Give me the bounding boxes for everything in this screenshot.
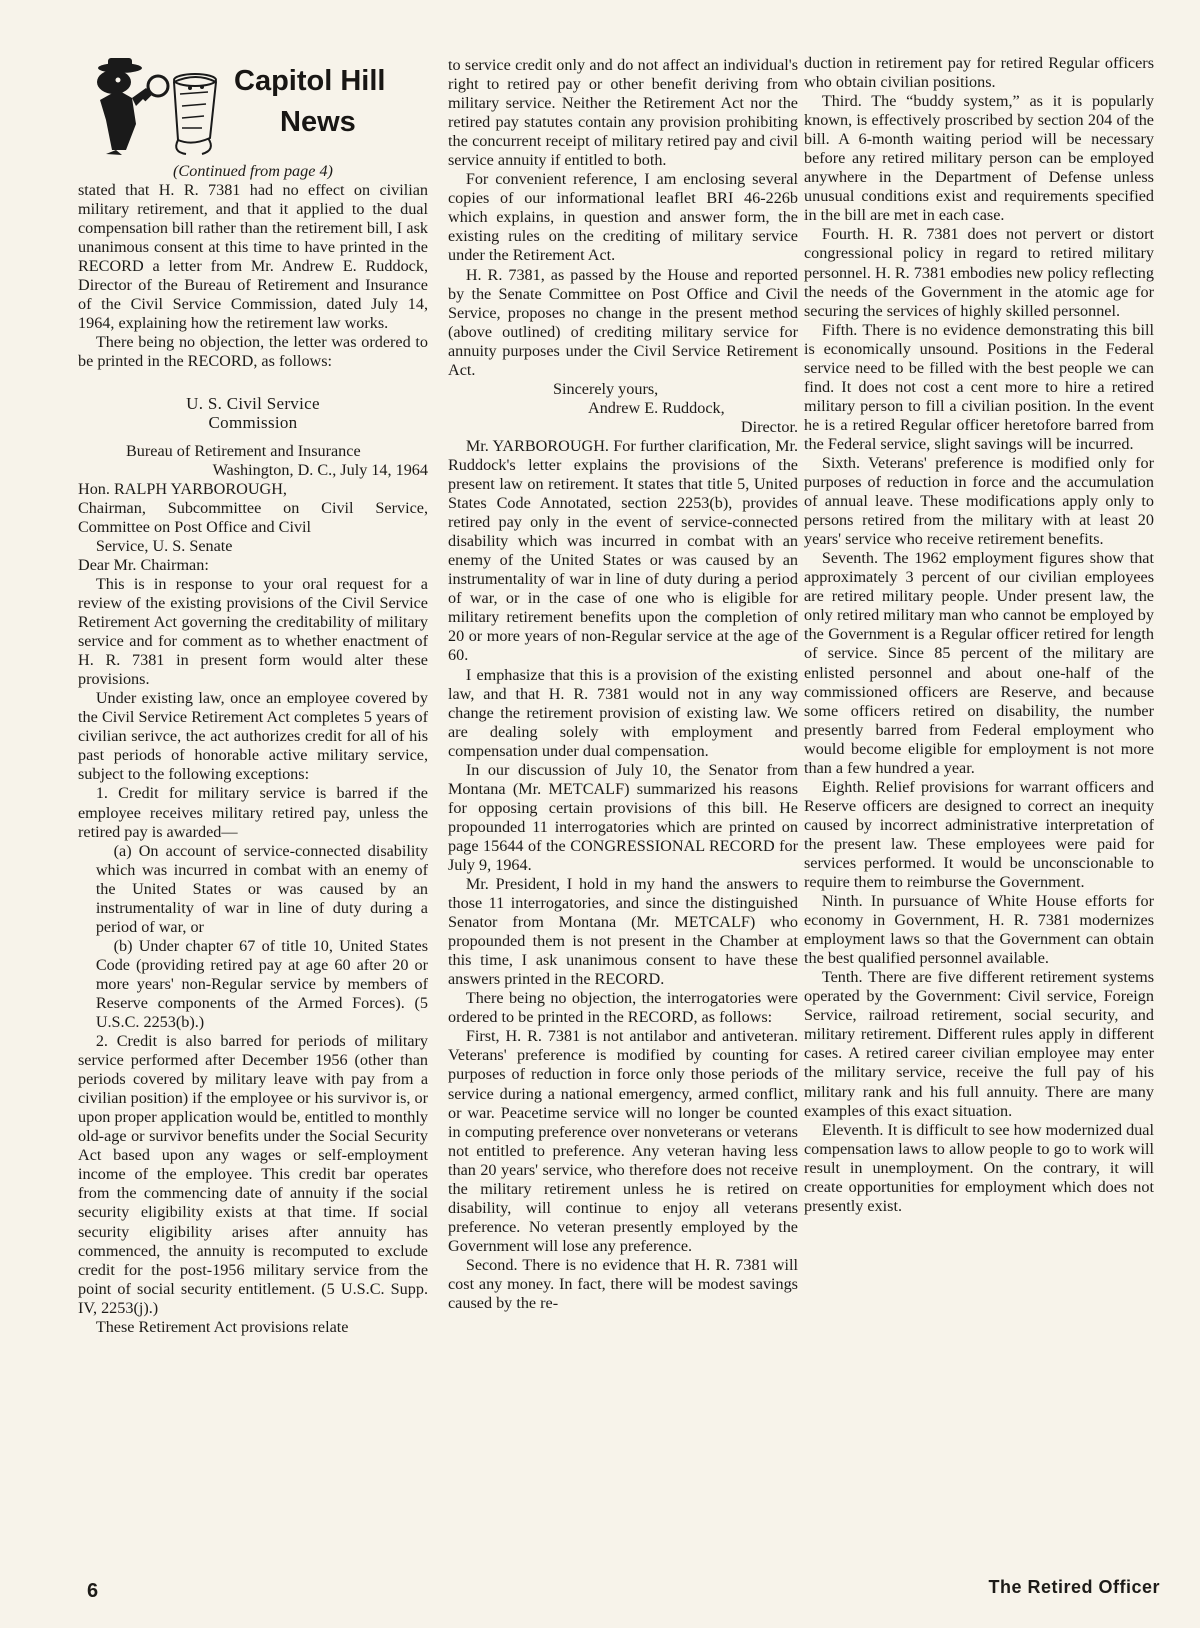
- paragraph: Ninth. In pursuance of White House efforts for economy in Government, H. R. 7381 modernizes employment laws so that the Government can obtain the best qualified personnel available.: [804, 892, 1154, 968]
- paragraph: to service credit only and do not affect an individual's right to retired pay or other benefit deriving from military service. Neither the Retirement Act nor the retired pay statutes contain any provision prohibiting the concurrent receipt of military retired pay and civil service annuity if entitled to both.: [448, 56, 798, 170]
- column-3: [804, 54, 1154, 1216]
- paragraph: I emphasize that this is a provision of the existing law, and that H. R. 7381 would not in any way change the retirement provision of existing law. We are dealing solely with employment and compensation under dual compensation.: [448, 665, 798, 760]
- header-title-line2: News: [280, 106, 356, 138]
- signature-closing: Sincerely yours,: [553, 379, 659, 398]
- paragraph: First, H. R. 7381 is not antilabor and antiveteran. Veterans' preference is modified by counting for purposes of reduction in force only those periods of service during a national emergency, armed conflict, or war. Peacetime service will no longer be counted in computing preference over nonveterans or veterans not entitled to preference. Any veteran having less than 20 years' service, who therefore does not receive the military retirement unless he is retired on disability, will continue to enjoy all veterans preference. No veteran presently employed by the Government will lose any preference.: [448, 1027, 798, 1255]
- paragraph: For convenient reference, I am enclosing several copies of our informational leaflet BRI 46-226b which explains, in question and answer form, the existing rules on the crediting of military service under the Retirement Act.: [448, 170, 798, 265]
- bureau-line: Bureau of Retirement and Insurance: [126, 441, 361, 460]
- paragraph: Fifth. There is no evidence demonstrating this bill is economically unsound. Positions in the Federal service need to be filled with the best people we can find. It does not cost a cent more to hire a retired military person to fill a civilian position. In the event he is a retired Regular officer heretofore barred from the Federal service, slight savings will be incurred.: [804, 320, 1154, 453]
- paragraph: (a) On account of service-connected disability which was incurred in combat with an enemy of the United States or was caused by an instrumentality of war in line of duty during a period of war, or: [95, 841, 428, 936]
- paragraph: This is in response to your oral request for a review of the existing provisions of the Civil Service Retirement Act governing the creditability of military service and for comment as to whether enactment of H. R. 7381 in present form would alter these provisions.: [78, 574, 428, 689]
- paragraph: Fourth. H. R. 7381 does not pervert or distort congressional policy in regard to retired military personnel. H. R. 7381 embodies new policy reflecting the needs of the Government in the atomic age for securing the services of highly skilled personnel.: [804, 225, 1154, 320]
- addressee-name: Hon. RALPH YARBOROUGH,: [78, 479, 287, 498]
- letterhead-line1: U. S. Civil Service: [186, 393, 320, 413]
- column-2: [448, 56, 798, 1313]
- dateline: Washington, D. C., July 14, 1964: [212, 460, 428, 479]
- paragraph: There being no objection, the interrogatories were ordered to be printed in the RECORD, as follows:: [448, 989, 798, 1027]
- paragraph: Seventh. The 1962 employment figures show that approximately 3 percent of our civilian employees are retired military people. Under present law, the only retired military man who cannot be employed by the Government is a Regular officer retired for length of service. Since 85 percent of the military are enlisted personnel and about one-half of the commissioned officers are Reserve, and because some officers retired on disability, the number presently barred from Federal employment who would become eligible for employment is not more than a few hundred a year.: [804, 549, 1154, 777]
- letterhead-line2: Commission: [208, 412, 298, 432]
- paragraph: stated that H. R. 7381 had no effect on civilian military retirement, and that it applied to the dual compensation bill rather than the retirement bill, I ask unanimous consent at this time to have printed in the RECORD a letter from Mr. Andrew E. Ruddock, Director of the Bureau of Retirement and Insurance of the Civil Service Commission, dated July 14, 1964, explaining how the retirement law works.: [78, 181, 428, 333]
- paragraph: Mr. YARBOROUGH. For further clarification, Mr. Ruddock's letter explains the provisions of the present law on retirement. It states that title 5, United States Code Annotated, section 2253(b), provides retired pay only in the event of service-connected disability which was incurred in combat with an enemy of the United States or was caused by an instrumentality of war in line of duty during a period of war, or in the case of one who is eligible for military retirement benefits upon the completion of 20 or more years of non-Regular service at the age of 60.: [448, 436, 798, 665]
- header-title-line1: Capitol Hill: [234, 65, 386, 97]
- paragraph: In our discussion of July 10, the Senator from Montana (Mr. METCALF) summarized his reasons for opposing certain provisions of this bill. He propounded 11 interrogatories which are printed on page 15644 of the CONGRESSIONAL RECORD for July 9, 1964.: [448, 760, 798, 874]
- publication-title: The Retired Officer: [988, 1577, 1160, 1597]
- paragraph: Eleventh. It is difficult to see how modernized dual compensation laws to allow people to go to work will result in unemployment. On the contrary, it will create opportunities for employment which does not presently exist.: [804, 1120, 1154, 1215]
- paragraph: Under existing law, once an employee covered by the Civil Service Retirement Act completes 5 years of civilian serivce, the act authorizes credit for all of his past periods of honorable active military service, subject to the following exceptions:: [78, 689, 428, 784]
- paragraph: duction in retirement pay for retired Regular officers who obtain civilian positions.: [804, 54, 1154, 92]
- paragraph: Mr. President, I hold in my hand the answers to those 11 interrogatories, and since the distinguished Senator from Montana (Mr. METCALF) who propounded them is not present in the Chamber at this time, I ask unanimous consent to have these answers printed in the RECORD.: [448, 875, 798, 989]
- paragraph: H. R. 7381, as passed by the House and reported by the Senate Committee on Post Office and Civil Service, proposes no change in the present method (above outlined) of crediting military service for annuity purposes under the Civil Service Retirement Act.: [448, 265, 798, 379]
- salutation: Dear Mr. Chairman:: [78, 555, 209, 574]
- continued-note: (Continued from page 4): [173, 162, 333, 180]
- paragraph: (b) Under chapter 67 of title 10, United States Code (providing retired pay at age 60 after 20 or more years' non-Regular service by members of Reserve components of the Armed Forces). (5 U.S.C. 2253(b).): [95, 936, 428, 1032]
- paragraph: Third. The “buddy system,” as it is popularly known, is effectively proscribed by section 204 of the bill. A 6-month waiting period will be necessary before any retired military person can be employed anywhere in the Department of Defense unless unusual conditions exist and requirements specified in the bill are met in each case.: [804, 92, 1154, 225]
- paragraph: Second. There is no evidence that H. R. 7381 will cost any money. In fact, there will be modest savings caused by the re-: [448, 1255, 798, 1313]
- addressee-title: Chairman, Subcommittee on Civil Service, Committee on Post Office and Civil: [78, 498, 428, 536]
- paragraph: Tenth. There are five different retirement systems operated by the Government: Civil service, Foreign Service, railroad retirement, social security, and military retirement. Different rules apply in different cases. A retired career civilian employee may enter the military service, receive the full pay of his military rank and his full annuity. There are many examples of this exact situation.: [804, 968, 1154, 1120]
- paragraph: 2. Credit is also barred for periods of military service performed after December 1956 (other than periods covered by military leave with pay from a civilian position) if the employee or his survivor is, or upon proper application would be, entitled to monthly old-age or survivor benefits under the Social Security Act based upon any wages or self-employment income of the employee. This credit bar operates from the commencing date of annuity if the social security eligibility exists at that time. If social security eligibility arises after annuity has commenced, the annuity is recomputed to exclude credit for the post-1956 military service from the point of social security entitlement. (5 U.S.C. Supp. IV, 2253(j).): [78, 1032, 428, 1317]
- page-number: 6: [87, 1580, 99, 1602]
- signature-name: Andrew E. Ruddock,: [588, 398, 725, 417]
- column-1: [78, 50, 428, 1337]
- paragraph: Sixth. Veterans' preference is modified only for purposes of reduction in force and the accumulation of annual leave. These modifications apply only to persons retired from the military with at least 20 years' service who receive retirement benefits.: [804, 453, 1154, 549]
- paragraph: 1. Credit for military service is barred if the employee receives military retired pay, unless the retired pay is awarded—: [78, 784, 428, 841]
- signature-title: Director.: [740, 417, 798, 436]
- addressee-title-cont: Service, U. S. Senate: [95, 536, 233, 555]
- section-header: [78, 50, 428, 162]
- paragraph: There being no objection, the letter was ordered to be printed in the RECORD, as follows:: [78, 333, 428, 371]
- capitol-hill-cartoon-icon: [78, 54, 230, 158]
- paragraph: These Retirement Act provisions relate: [95, 1317, 349, 1336]
- paragraph: Eighth. Relief provisions for warrant officers and Reserve officers are designed to correct an inequity caused by incorrect administrative interpretation of the present law. These employees were paid for services performed. It would be unconscionable to require them to reimburse the Government.: [804, 777, 1154, 892]
